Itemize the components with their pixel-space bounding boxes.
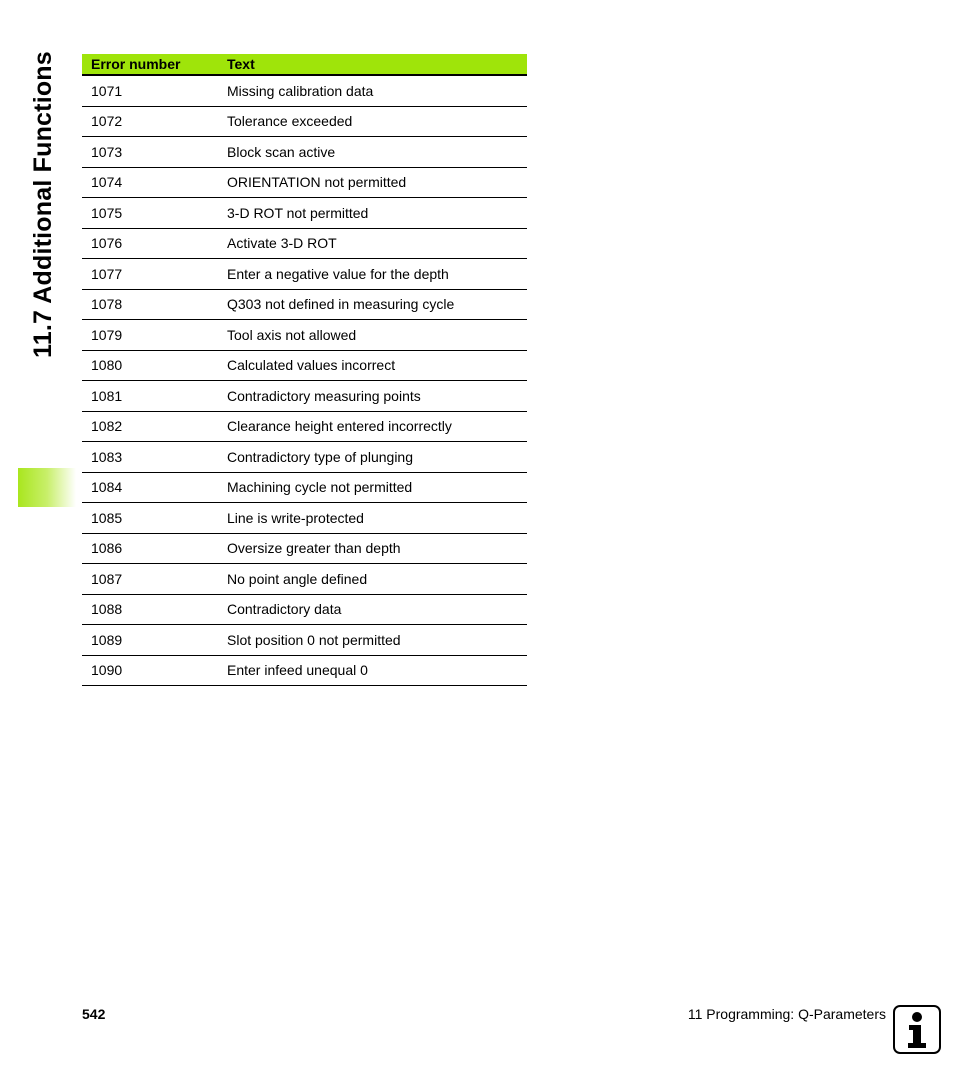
error-text-cell: Enter a negative value for the depth bbox=[227, 259, 527, 290]
table-row bbox=[82, 350, 527, 381]
error-text-cell: Contradictory data bbox=[227, 594, 527, 625]
error-number-cell: 1082 bbox=[82, 411, 227, 442]
error-text-cell: Block scan active bbox=[227, 137, 527, 168]
error-number-cell: 1079 bbox=[82, 320, 227, 351]
table-row bbox=[82, 625, 527, 656]
table-row bbox=[82, 198, 527, 229]
table-row bbox=[82, 106, 527, 137]
error-text-cell: Activate 3-D ROT bbox=[227, 228, 527, 259]
error-number-cell: 1074 bbox=[82, 167, 227, 198]
table-row bbox=[82, 655, 527, 686]
table-row bbox=[82, 411, 527, 442]
error-number-cell: 1085 bbox=[82, 503, 227, 534]
table-row bbox=[82, 137, 527, 168]
table-row bbox=[82, 167, 527, 198]
table-row bbox=[82, 259, 527, 290]
page-number: 542 bbox=[82, 1006, 106, 1022]
error-number-cell: 1086 bbox=[82, 533, 227, 564]
error-text-cell: Tolerance exceeded bbox=[227, 106, 527, 137]
error-number-cell: 1075 bbox=[82, 198, 227, 229]
error-text-cell: Tool axis not allowed bbox=[227, 320, 527, 351]
error-number-cell: 1078 bbox=[82, 289, 227, 320]
info-glyph bbox=[895, 1007, 939, 1052]
table-row bbox=[82, 442, 527, 473]
section-title: 11.7 Additional Functions bbox=[29, 51, 57, 358]
error-text-cell: Enter infeed unequal 0 bbox=[227, 655, 527, 686]
error-number-cell: 1081 bbox=[82, 381, 227, 412]
error-text-cell: Line is write-protected bbox=[227, 503, 527, 534]
chapter-tab-marker bbox=[18, 468, 76, 507]
error-text-cell: Q303 not defined in measuring cycle bbox=[227, 289, 527, 320]
header-text: Text bbox=[227, 54, 527, 75]
error-number-cell: 1073 bbox=[82, 137, 227, 168]
table-row bbox=[82, 472, 527, 503]
error-number-cell: 1090 bbox=[82, 655, 227, 686]
error-text-cell: Calculated values incorrect bbox=[227, 350, 527, 381]
error-number-cell: 1088 bbox=[82, 594, 227, 625]
header-error-number: Error number bbox=[82, 54, 227, 75]
table-row bbox=[82, 75, 527, 106]
error-number-cell: 1084 bbox=[82, 472, 227, 503]
error-number-cell: 1080 bbox=[82, 350, 227, 381]
error-text-cell: Contradictory type of plunging bbox=[227, 442, 527, 473]
info-icon[interactable] bbox=[893, 1005, 941, 1054]
table-row bbox=[82, 564, 527, 595]
chapter-title: 11 Programming: Q-Parameters bbox=[687, 1006, 886, 1022]
error-number-cell: 1083 bbox=[82, 442, 227, 473]
table-header-row bbox=[82, 54, 527, 75]
error-text-cell: Clearance height entered incorrectly bbox=[227, 411, 527, 442]
error-number-cell: 1071 bbox=[82, 75, 227, 106]
table-row bbox=[82, 594, 527, 625]
table-row bbox=[82, 533, 527, 564]
table-row bbox=[82, 503, 527, 534]
table-row bbox=[82, 289, 527, 320]
error-number-cell: 1089 bbox=[82, 625, 227, 656]
error-text-cell: Contradictory measuring points bbox=[227, 381, 527, 412]
error-number-cell: 1087 bbox=[82, 564, 227, 595]
error-text-cell: ORIENTATION not permitted bbox=[227, 167, 527, 198]
error-number-cell: 1077 bbox=[82, 259, 227, 290]
error-text-cell: Missing calibration data bbox=[227, 75, 527, 106]
error-number-cell: 1072 bbox=[82, 106, 227, 137]
table-row bbox=[82, 228, 527, 259]
table-row bbox=[82, 381, 527, 412]
table-row bbox=[82, 320, 527, 351]
error-text-cell: 3-D ROT not permitted bbox=[227, 198, 527, 229]
error-text-cell: Slot position 0 not permitted bbox=[227, 625, 527, 656]
error-table bbox=[82, 54, 527, 686]
error-number-cell: 1076 bbox=[82, 228, 227, 259]
error-text-cell: No point angle defined bbox=[227, 564, 527, 595]
error-text-cell: Oversize greater than depth bbox=[227, 533, 527, 564]
error-text-cell: Machining cycle not permitted bbox=[227, 472, 527, 503]
